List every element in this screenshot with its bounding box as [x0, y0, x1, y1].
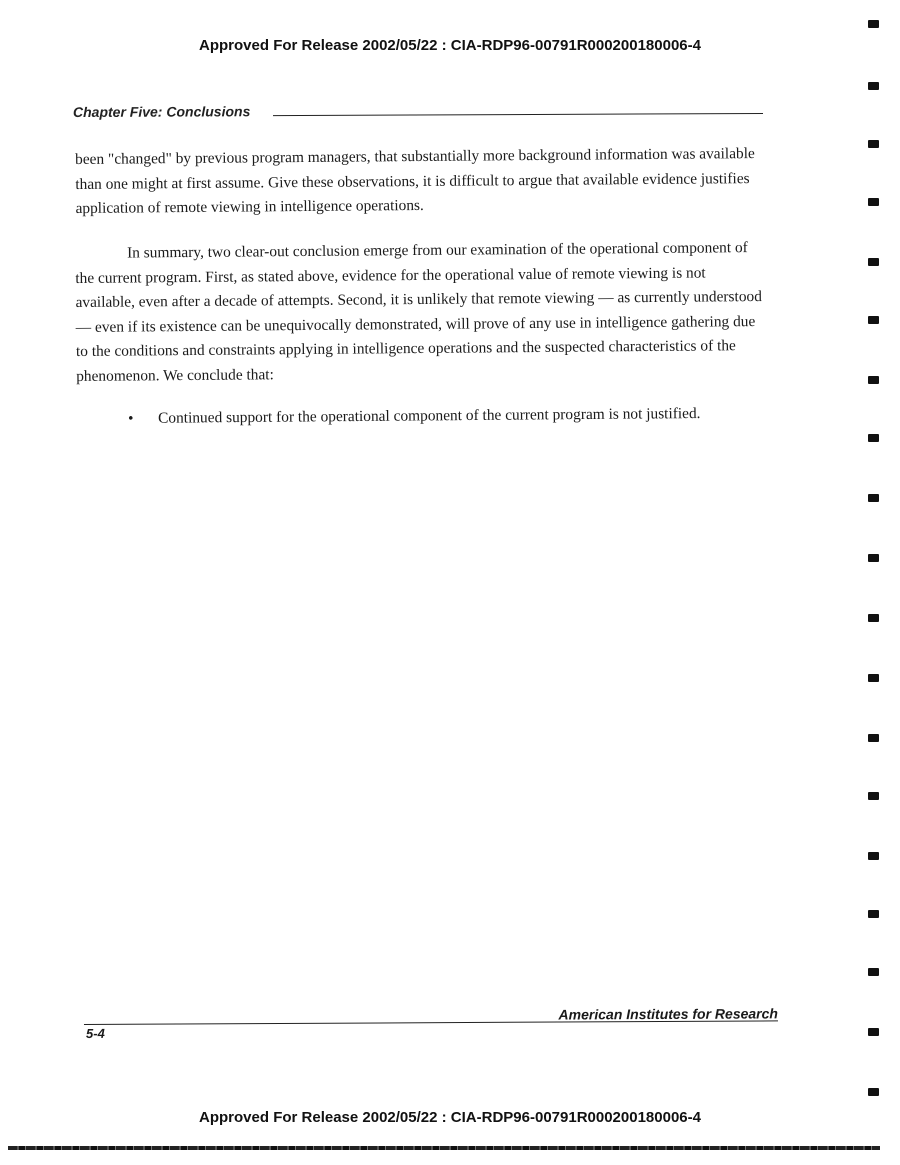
punch-mark-icon — [868, 734, 879, 742]
punch-mark-icon — [868, 968, 879, 976]
bullet-item — [128, 401, 768, 431]
chapter-title: Chapter Five: Conclusions — [72, 103, 251, 120]
paragraph-1-text: been "changed" by previous program managers, that substantially more background information was available than one might at first assume. Give these observations, it is difficult to argue that available evidence justifies application of remote viewing in intelligence operations. — [75, 145, 755, 217]
footer-organization: American Institutes for Research — [558, 1005, 778, 1023]
punch-mark-icon — [868, 1028, 879, 1036]
punch-mark-icon — [868, 198, 879, 206]
header-rule — [273, 113, 763, 116]
punch-mark-icon — [868, 140, 879, 148]
release-banner-bottom: Approved For Release 2002/05/22 : CIA-RDP96-00791R000200180006-4 — [199, 1109, 701, 1126]
punch-mark-icon — [868, 376, 879, 384]
page-number: 5-4 — [85, 1025, 105, 1041]
punch-mark-icon — [868, 674, 879, 682]
page-footer — [84, 1006, 778, 1044]
punch-mark-icon — [868, 434, 879, 442]
punch-mark-icon — [868, 910, 879, 918]
chapter-header — [73, 101, 763, 124]
punch-mark-icon — [868, 614, 879, 622]
scan-edge-artifact — [8, 1146, 880, 1150]
punch-mark-icon — [868, 792, 879, 800]
punch-mark-icon — [868, 852, 879, 860]
paragraph-2-text: In summary, two clear-out conclusion emerge from our examination of the operational component of the current program. First, as stated above, evidence for the operational value of remote viewing is not available, even after a decade of attempts. Second, it is unlikely that remote viewing — as currently understood — even if its existence can be unequivocally demonstrated, will prove of any use in intelligence gathering due to the conditions and constraints applying in intelligence operations and the suspected characteristics of the phenomenon. We conclude that: — [75, 239, 762, 385]
punch-mark-icon — [868, 82, 879, 90]
paragraph-1 — [75, 142, 766, 222]
punch-mark-icon — [868, 1088, 879, 1096]
punch-mark-icon — [868, 316, 879, 324]
bullet-text: Continued support for the operational component of the current program is not justified. — [158, 405, 701, 427]
punch-mark-icon — [868, 554, 879, 562]
release-banner-top: Approved For Release 2002/05/22 : CIA-RDP96-00791R000200180006-4 — [199, 37, 701, 54]
binder-punch-marks — [868, 0, 888, 1165]
paragraph-2 — [75, 236, 766, 389]
bullet-dot-icon: • — [128, 409, 134, 427]
punch-mark-icon — [868, 258, 879, 266]
punch-mark-icon — [868, 20, 879, 28]
punch-mark-icon — [868, 494, 879, 502]
